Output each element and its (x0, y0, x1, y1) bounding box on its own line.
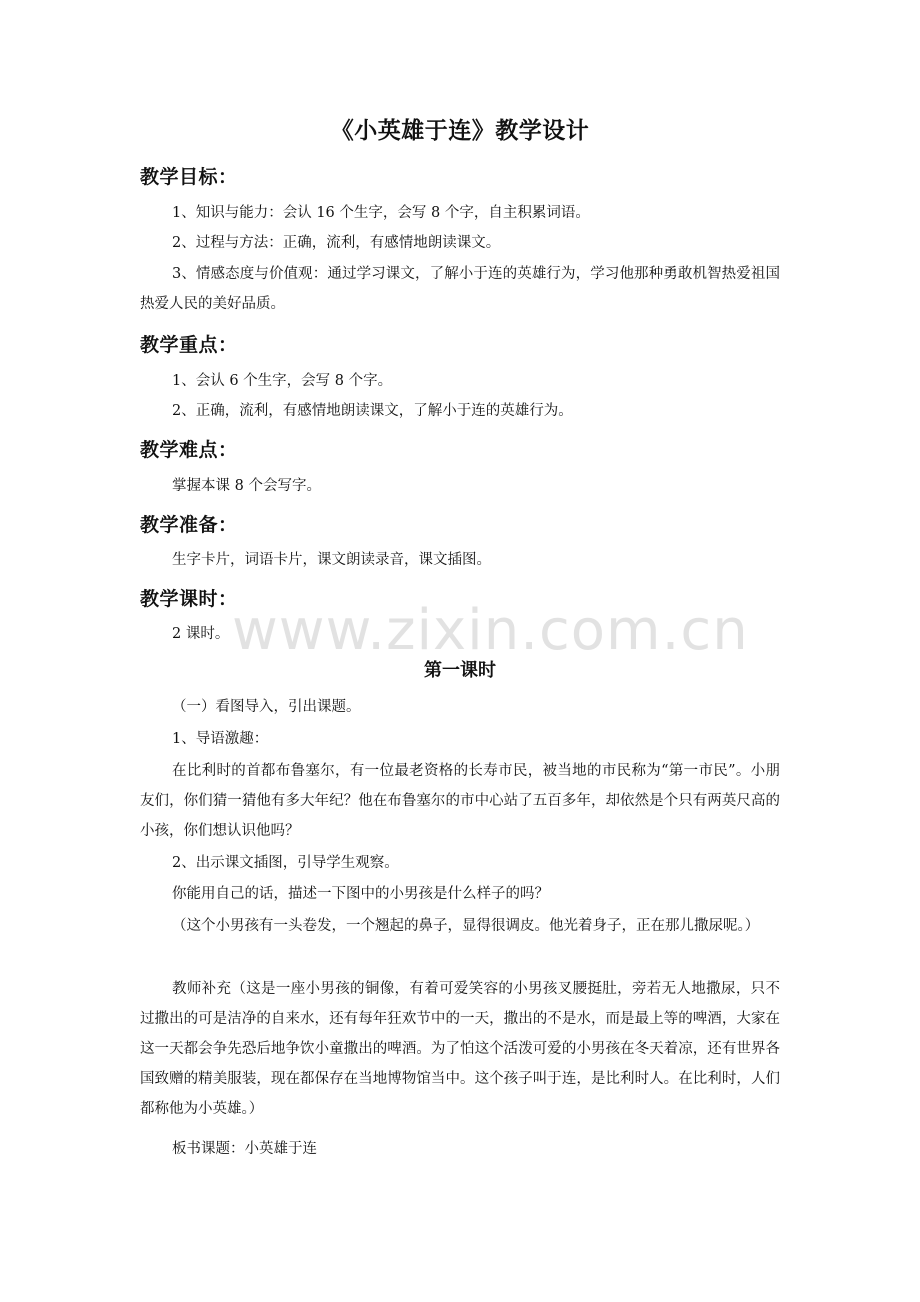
goal-item-3: 3、情感态度与价值观：通过学习课文，了解小于连的英雄行为，学习他那种勇敢机智热爱祖国热爱人民的美好品质。 (140, 266, 780, 312)
paragraph-teacher-supplement: 教师补充（这是一座小男孩的铜像，有着可爱笑容的小男孩叉腰挺肚，旁若无人地撒尿，只不过撒出的可是洁净的自来水，还有每年狂欢节中的一天，撒出的不是水，而是最上等的啤酒，大家在这一天都会争先恐后地争饮小童撒出的啤酒。为了怕这个活泼可爱的小男孩在冬天着凉，还有世界各国致赠的精美服装，现在都保存在当地博物馆当中。这个孩子叫于连，是比利时人。在比利时，人们都称他为小英雄。） (140, 981, 780, 1117)
difficulties-heading: 教学难点： (140, 439, 238, 461)
goal-item-1: 1、知识与能力：会认 16 个生字，会写 8 个字，自主积累词语。 (172, 205, 590, 221)
key-point-item-2: 2、正确，流利，有感情地朗读课文，了解小于连的英雄行为。 (172, 403, 573, 419)
paragraph-question: 你能用自己的话，描述一下图中的小男孩是什么样子的吗？ (172, 886, 549, 902)
difficulties-text: 掌握本课 8 个会写字。 (172, 478, 321, 494)
paragraph-guide-text: 在比利时的首都布鲁塞尔，有一位最老资格的长寿市民，被当地的市民称为“第一市民”。小朋友们，你们猜一猜他有多大年纪？他在布鲁塞尔的市中心站了五百多年，却依然是个只有两英尺高的小孩，你们想认识他吗？ (140, 763, 780, 839)
paragraph-answer: （这个小男孩有一头卷发，一个翘起的鼻子，显得很调皮。他光着身子，正在那儿撒尿呢。） (172, 918, 760, 934)
goal-item-2: 2、过程与方法：正确，流利，有感情地朗读课文。 (172, 235, 501, 251)
paragraph-intro-step: （一）看图导入，引出课题。 (172, 699, 361, 715)
preparation-text: 生字卡片，词语卡片，课文朗读录音，课文插图。 (172, 552, 491, 568)
periods-heading: 教学课时： (140, 588, 238, 610)
key-points-heading: 教学重点： (140, 334, 238, 356)
document-title: 《小英雄于连》教学设计 (330, 118, 590, 144)
goals-heading: 教学目标： (140, 166, 238, 188)
first-period-title: 第一课时 (424, 660, 496, 681)
key-point-item-1: 1、会认 6 个生字，会写 8 个字。 (172, 373, 393, 389)
periods-text: 2 课时。 (172, 626, 230, 642)
paragraph-guide-label: 1、导语激趣： (172, 731, 269, 747)
watermark: www.zixin.com.cn (232, 598, 749, 663)
paragraph-show-illustration: 2、出示课文插图，引导学生观察。 (172, 855, 399, 871)
paragraph-board-title: 板书课题：小英雄于连 (172, 1141, 317, 1157)
preparation-heading: 教学准备： (140, 514, 238, 536)
